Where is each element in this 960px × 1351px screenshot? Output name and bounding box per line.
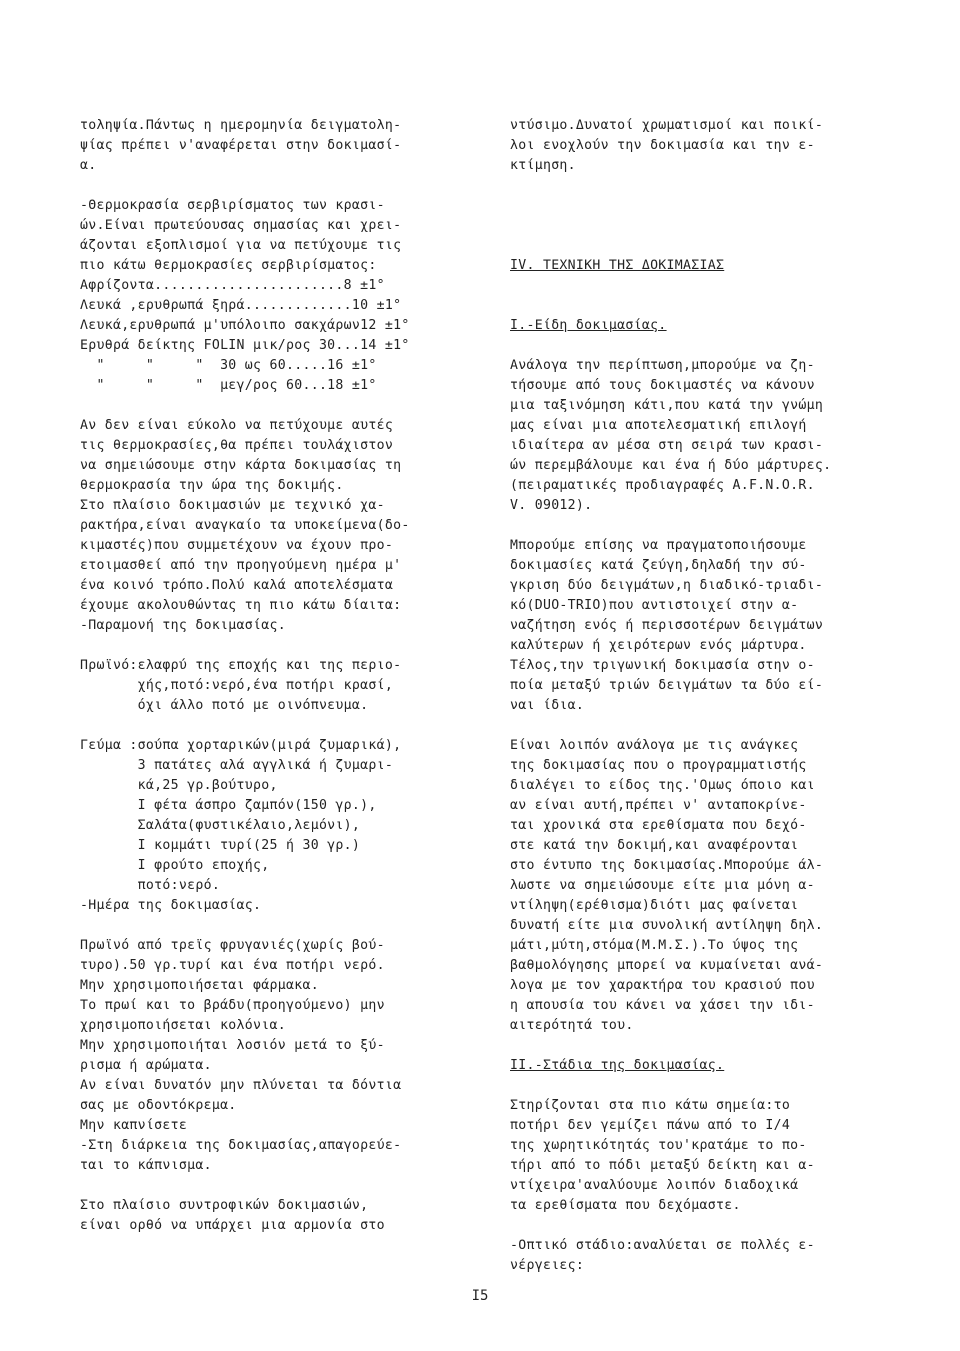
text-line: ποία μεταξύ τριών δειγμάτων τα δύο εί- xyxy=(510,678,824,693)
text-line: κό(DUO-TRIO)που αντιστοιχεί στην α- xyxy=(510,598,799,613)
text-line: η απουσία του κάνει να χάσει την ιδι- xyxy=(510,998,815,1013)
text-line: Λευκά,ερυθρωπά μ'υπόλοιπο σακχάρων12 ±1° xyxy=(80,318,410,333)
text-line: -Παραμονή της δοκιμασίας. xyxy=(80,618,286,633)
text-line xyxy=(510,276,920,296)
text-line: τις θερμοκρασίες,θα πρέπει τουλάχιστον xyxy=(80,438,394,453)
text-line: είναι ορθό να υπάρχει μια αρμονία στο xyxy=(80,1218,385,1233)
text-line: Αν δεν είναι εύκολο να πετύχουμε αυτές xyxy=(80,418,394,433)
text-line xyxy=(510,336,920,356)
text-line xyxy=(80,176,500,196)
text-line: ντίληψη(ερέθισμα)διότι μας φαίνεται xyxy=(510,898,799,913)
text-line: αιτερότητά του. xyxy=(510,1018,634,1033)
text-line: γκριση δύο δειγμάτων,η διαδικό-τριαδι- xyxy=(510,578,824,593)
text-line: Μην χρησιμοποιήται λοσιόν μετά το ξύ- xyxy=(80,1038,385,1053)
text-line: δοκιμασίες κατά ζεύγη,δηλαδή την σύ- xyxy=(510,558,807,573)
text-line: Λευκά ,ερυθρωπά ξηρά.............10 ±1° xyxy=(80,298,402,313)
text-line: II.-Στάδια της δοκιμασίας. xyxy=(510,1058,725,1073)
text-line xyxy=(510,196,920,216)
text-line: Αν είναι δυνατόν μην πλύνεται τα δόντια xyxy=(80,1078,402,1093)
text-line: χής,ποτό:νερό,ένα ποτήρι κρασί, xyxy=(80,678,394,693)
text-line xyxy=(80,716,500,736)
text-line: ποτήρι δεν γεμίζει πάνω από το I/4 xyxy=(510,1118,791,1133)
text-line: Μην χρησιμοποιήσεται φάρμακα. xyxy=(80,978,319,993)
text-line: I φέτα άσπρο ζαμπόν(150 γρ.), xyxy=(80,798,377,813)
text-line: τοληψία.Πάντως η ημερομηνία δειγματολη- xyxy=(80,118,402,133)
text-line: " " " μεγ/ρος 60...18 ±1° xyxy=(80,378,377,393)
text-line: τα ερεθίσματα που δεχόμαστε. xyxy=(510,1198,741,1213)
text-line: IV. ΤΕΧΝΙΚΗ ΤΗΣ ΔΟΚΙΜΑΣΙΑΣ xyxy=(510,258,725,273)
text-line: I φρούτο εποχής, xyxy=(80,858,270,873)
text-line: ται χρονικά στα ερεθίσματα που δεχό- xyxy=(510,818,807,833)
text-line: ένα κοινό τρόπο.Πολύ καλά αποτελέσματα xyxy=(80,578,394,593)
text-line: I κομμάτι τυρί(25 ή 30 γρ.) xyxy=(80,838,361,853)
text-line: Σαλάτα(φυστικέλαιο,λεμόνι), xyxy=(80,818,361,833)
text-line: αν είναι αυτή,πρέπει ν' ανταποκρίνε- xyxy=(510,798,807,813)
text-line: κτίμηση. xyxy=(510,158,576,173)
text-line: διαλέγει το είδος της.'Ομως όποιο και xyxy=(510,778,815,793)
text-line: Μπορούμε επίσης να πραγματοποιήσουμε xyxy=(510,538,807,553)
text-line: έχουμε ακολουθώντας τη πιο κάτω δίαιτα: xyxy=(80,598,402,613)
text-line: μας είναι μια αποτελεσματική επιλογή xyxy=(510,418,807,433)
text-line: Πρωϊνό από τρεϊς φρυγανιές(χωρίς βού- xyxy=(80,938,385,953)
text-line: κιμαστές)που συμμετέχουν να έχουν προ- xyxy=(80,538,394,553)
text-line xyxy=(510,176,920,196)
text-line: Το πρωί και το βράδυ(προηγούμενο) μην xyxy=(80,998,385,1013)
text-line: -Οπτικό στάδιο:αναλύεται σε πολλές ε- xyxy=(510,1238,815,1253)
text-line: πιο κάτω θερμοκρασίες σερβιρίσματος: xyxy=(80,258,377,273)
text-line: -Ημέρα της δοκιμασίας. xyxy=(80,898,262,913)
text-line xyxy=(510,1036,920,1056)
text-line xyxy=(510,296,920,316)
text-line: Πρωϊνό:ελαφρύ της εποχής και της περιο- xyxy=(80,658,402,673)
text-line: Στο πλαίσιο δοκιμασιών με τεχνικό χα- xyxy=(80,498,385,513)
text-line: I.-Είδη δοκιμασίας. xyxy=(510,318,667,333)
text-line: Γεύμα :σούπα χορταρικών(μιρά ζυμαρικά), xyxy=(80,738,402,753)
text-line: Στο πλαίσιο συντροφικών δοκιμασιών, xyxy=(80,1198,369,1213)
text-line: της δοκιμασίας που ο προγραμματιστής xyxy=(510,758,807,773)
text-line: στε κατά την δοκιμή,και αναφέρονται xyxy=(510,838,799,853)
text-line: Ερυθρά δείκτης FOLIN μικ/ρος 30...14 ±1° xyxy=(80,338,410,353)
text-line: ποτό:νερό. xyxy=(80,878,221,893)
text-line: α. xyxy=(80,158,97,173)
text-line xyxy=(510,516,920,536)
text-line: δυνατή είτε μια συνολική αντίληψη δηλ. xyxy=(510,918,824,933)
text-line xyxy=(80,916,500,936)
text-line: Είναι λοιπόν ανάλογα με τις ανάγκες xyxy=(510,738,799,753)
text-line: τυρο).50 γρ.τυρί και ένα ποτήρι νερό. xyxy=(80,958,385,973)
text-line: βαθμολόγησης μπορεί να κυμαίνεται ανά- xyxy=(510,958,824,973)
text-line xyxy=(80,396,500,416)
text-line: άζονται εξοπλισμοί για να πετύχουμε τις xyxy=(80,238,402,253)
text-line: Τέλος,την τριγωνική δοκιμασία στην ο- xyxy=(510,658,815,673)
text-line: ιδιαίτερα αν μέσα στη σειρά των κρασι- xyxy=(510,438,824,453)
text-line: θερμοκρασία την ώρα της δοκιμής. xyxy=(80,478,344,493)
text-line: ντίχειρα'αναλύουμε λοιπόν διαδοχικά xyxy=(510,1178,799,1193)
text-line: Στηρίζονται στα πιο κάτω σημεία:το xyxy=(510,1098,791,1113)
text-line: -Στη διάρκεια της δοκιμασίας,απαγορεύε- xyxy=(80,1138,402,1153)
text-line: τήσουμε από τους δοκιμαστές να κάνουν xyxy=(510,378,815,393)
text-line: της χωρητικότητάς του'κρατάμε το πο- xyxy=(510,1138,807,1153)
text-line: 3 πατάτες αλά αγγλικά ή ζυμαρι- xyxy=(80,758,394,773)
page-number: I5 xyxy=(471,1288,489,1304)
text-line: λογα με τον χαρακτήρα του κρασιού που xyxy=(510,978,815,993)
text-line xyxy=(510,1216,920,1236)
text-line xyxy=(80,1176,500,1196)
text-line: μάτι,μύτη,στόμα(Μ.Μ.Σ.).Το ύψος της xyxy=(510,938,799,953)
text-line: νέργειες: xyxy=(510,1258,585,1273)
text-line: ρισμα ή αρώματα. xyxy=(80,1058,212,1073)
text-line: ντύσιμο.Δυνατοί χρωματισμοί και ποικί- xyxy=(510,118,824,133)
left-text-column xyxy=(80,116,500,1236)
text-line: ρακτήρα,είναι αναγκαίο τα υποκείμενα(δο- xyxy=(80,518,410,533)
text-line: σας με οδοντόκρεμα. xyxy=(80,1098,237,1113)
text-line: όχι άλλο ποτό με οινόπνευμα. xyxy=(80,698,369,713)
text-line: Μην καπνίσετε xyxy=(80,1118,188,1133)
text-line xyxy=(80,636,500,656)
text-line: V. 09012). xyxy=(510,498,593,513)
text-line: ών περεμβάλουμε και ένα ή δύο μάρτυρες. xyxy=(510,458,832,473)
text-line: λωστε να σημειώσουμε είτε μια μόνη α- xyxy=(510,878,815,893)
text-line: ναζήτηση ενός ή περισσοτέρων δειγμάτων xyxy=(510,618,824,633)
text-line: τήρι από το πόδι μεταξύ δείκτη και α- xyxy=(510,1158,815,1173)
text-line: κά,25 γρ.βούτυρο, xyxy=(80,778,278,793)
text-line: καλύτερων ή χειρότερων ενός μάρτυρα. xyxy=(510,638,807,653)
text-line: Ανάλογα την περίπτωση,μπορούμε να ζη- xyxy=(510,358,815,373)
text-line: (πειραματικές προδιαγραφές A.F.N.O.R. xyxy=(510,478,815,493)
text-line: ετοιμασθεί από την προηγούμενη ημέρα μ' xyxy=(80,558,402,573)
text-line xyxy=(510,236,920,256)
text-line: ται το κάπνισμα. xyxy=(80,1158,212,1173)
text-line: λοι ενοχλούν την δοκιμασία και την ε- xyxy=(510,138,815,153)
text-line xyxy=(510,1076,920,1096)
text-line: να σημειώσουμε στην κάρτα δοκιμασίας τη xyxy=(80,458,402,473)
text-line: χρησιμοποιήσεται κολόνια. xyxy=(80,1018,286,1033)
text-line: ψίας πρέπει ν'αναφέρεται στην δοκιμασί- xyxy=(80,138,402,153)
text-line: ναι ίδια. xyxy=(510,698,585,713)
text-line: στο έντυπο της δοκιμασίας.Μπορούμε άλ- xyxy=(510,858,824,873)
text-line: Αφρίζοντα.......................8 ±1° xyxy=(80,278,385,293)
text-line: " " " 30 ως 60.....16 ±1° xyxy=(80,358,377,373)
text-line: -Θερμοκρασία σερβιρίσματος των κρασι- xyxy=(80,198,385,213)
text-line xyxy=(510,216,920,236)
right-text-column xyxy=(510,116,920,1276)
text-line: μια ταξινόμηση κάτι,που κατά την γνώμη xyxy=(510,398,824,413)
text-line: ών.Είναι πρωτεύουσας σημασίας και χρει- xyxy=(80,218,402,233)
text-line xyxy=(510,716,920,736)
